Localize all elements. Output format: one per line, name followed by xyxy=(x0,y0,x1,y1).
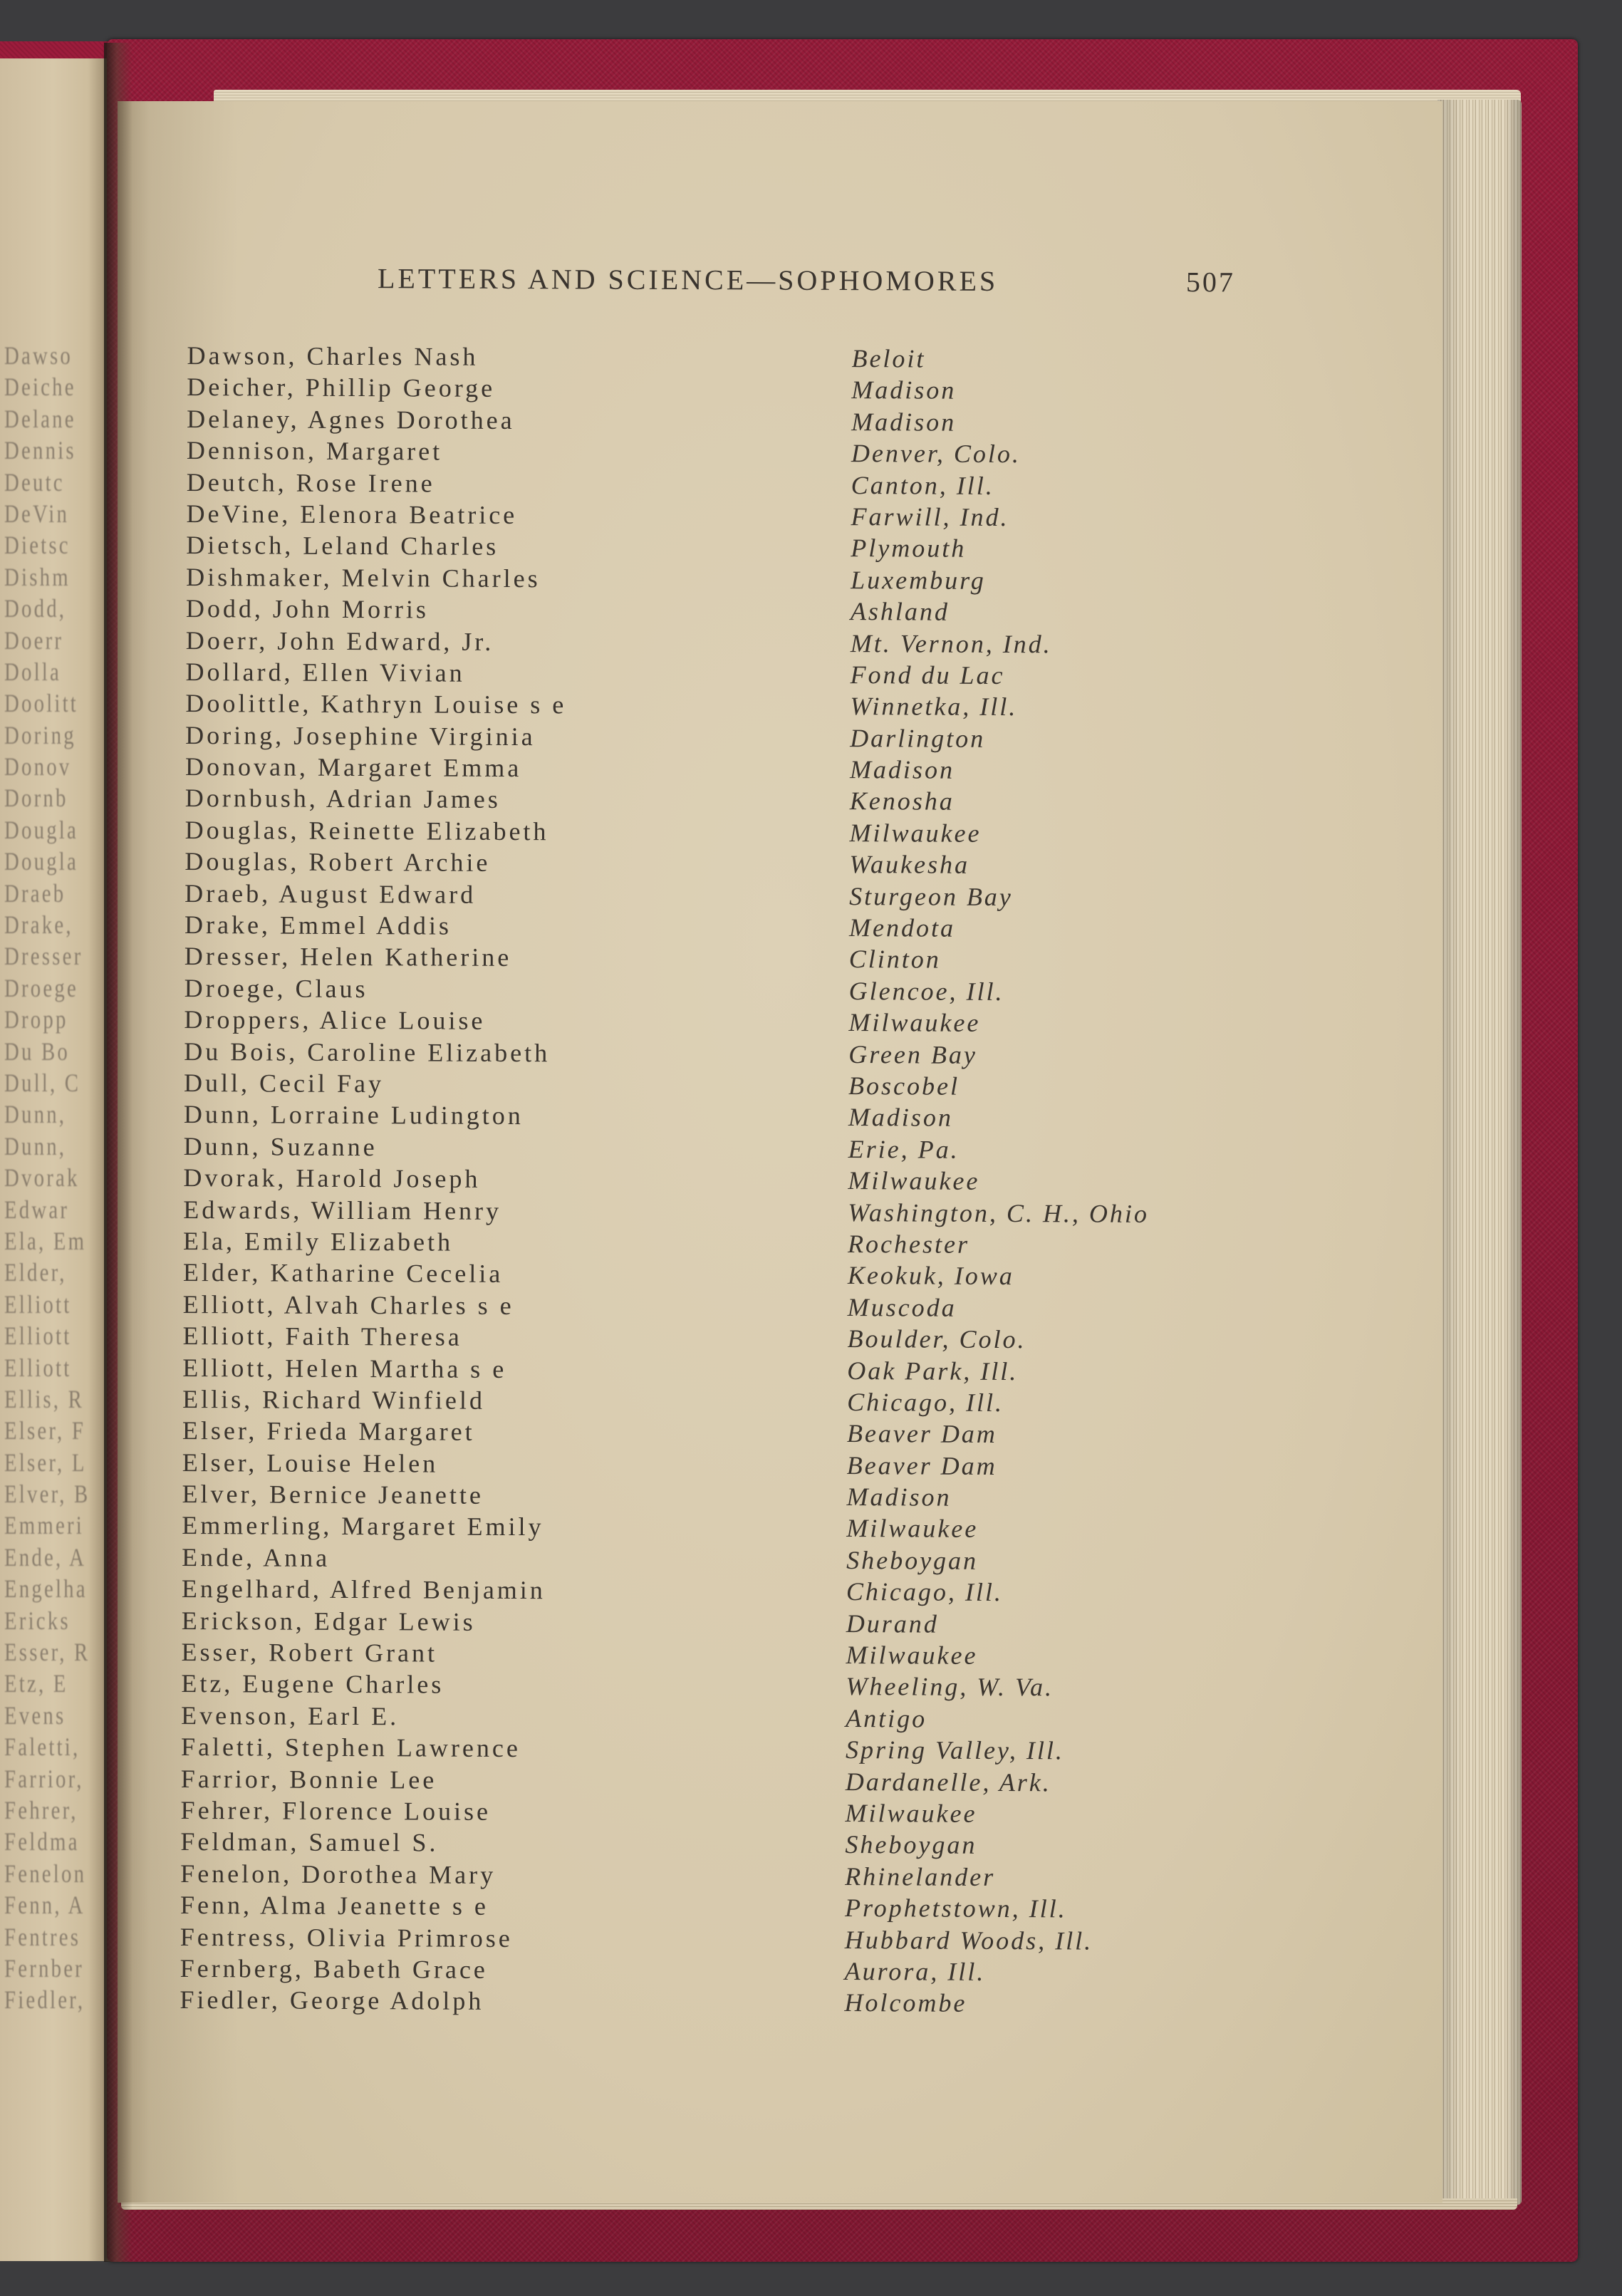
student-name: Fenelon, Dorothea Mary xyxy=(180,1859,497,1889)
facing-page-fragment: Drake, xyxy=(4,910,73,940)
hometown: Aurora, Ill. xyxy=(844,1956,986,1986)
facing-page-fragment: Dietsc xyxy=(4,531,71,560)
student-name: Deicher, Phillip George xyxy=(187,373,496,403)
hometown: Kenosha xyxy=(849,786,955,816)
student-name: Elliott, Helen Martha s e xyxy=(182,1353,507,1383)
facing-page-fragment: Edwar xyxy=(4,1195,70,1224)
facing-page-fragment: Etz, E xyxy=(4,1669,68,1698)
facing-page-fragment: Doerr xyxy=(4,625,64,655)
hometown: Washington, C. H., Ohio xyxy=(848,1198,1150,1228)
hometown: Milwaukee xyxy=(845,1799,977,1828)
facing-page-fragment: Dropp xyxy=(4,1005,68,1034)
student-name: Etz, Eugene Charles xyxy=(181,1669,445,1699)
student-name: Dollard, Ellen Vivian xyxy=(185,657,465,687)
hometown: Milwaukee xyxy=(848,1166,980,1196)
student-name: Faletti, Stephen Lawrence xyxy=(180,1733,521,1763)
facing-page-fragment: Fenn, A xyxy=(4,1891,85,1920)
facing-page-fragment: Fernber xyxy=(4,1953,84,1983)
entry-row xyxy=(0,1983,1615,2022)
facing-page-fragment: Farrior, xyxy=(4,1764,84,1793)
facing-page-fragment: Draeb xyxy=(4,878,66,908)
facing-page-fragment: Dvorak xyxy=(4,1163,80,1193)
hometown: Beloit xyxy=(851,344,926,373)
student-name: Dull, Cecil Fay xyxy=(183,1068,385,1098)
hometown: Spring Valley, Ill. xyxy=(845,1735,1065,1765)
facing-page-fragment: Dornb xyxy=(4,784,68,813)
running-head: LETTERS AND SCIENCE—SOPHOMORES xyxy=(377,262,999,297)
student-name: Douglas, Robert Archie xyxy=(184,847,491,878)
student-name: Doolittle, Kathryn Louise s e xyxy=(185,689,567,720)
student-name: Deutch, Rose Irene xyxy=(186,467,435,498)
facing-page-fragment: Evens xyxy=(4,1700,66,1730)
hometown: Muscoda xyxy=(847,1292,957,1322)
hometown: Ashland xyxy=(850,597,950,626)
facing-page-fragment: Elser, L xyxy=(4,1448,87,1477)
student-name: Engelhard, Alfred Benjamin xyxy=(181,1574,546,1605)
student-name: Dennison, Margaret xyxy=(186,436,443,466)
student-name: Dvorak, Harold Joseph xyxy=(183,1163,481,1193)
hometown: Boscobel xyxy=(848,1071,960,1101)
student-name: Dornbush, Adrian James xyxy=(184,784,501,814)
hometown: Hubbard Woods, Ill. xyxy=(844,1925,1093,1955)
hometown: Dardanelle, Ark. xyxy=(845,1767,1051,1797)
hometown: Madison xyxy=(849,755,955,784)
facing-page-fragment: Dougla xyxy=(4,847,78,876)
hometown: Winnetka, Ill. xyxy=(850,692,1018,722)
hometown: Clinton xyxy=(848,945,941,975)
student-name: Elder, Katharine Cecelia xyxy=(182,1258,504,1289)
facing-page-fragment: Feldma xyxy=(4,1827,80,1856)
student-name: Fernberg, Babeth Grace xyxy=(180,1953,488,1984)
hometown: Plymouth xyxy=(851,534,967,563)
facing-page-fragment: Ela, Em xyxy=(4,1226,87,1255)
facing-page-fragment: Du Bo xyxy=(4,1037,71,1066)
facing-page-fragment: Doolitt xyxy=(4,689,79,718)
student-list xyxy=(0,339,1622,2022)
student-name: Dietsch, Leland Charles xyxy=(186,531,499,561)
facing-page-fragment: Dennis xyxy=(4,436,76,465)
student-name: Donovan, Margaret Emma xyxy=(184,752,522,783)
student-name: Ela, Emily Elizabeth xyxy=(183,1226,454,1257)
facing-page-fragment: Fiedler, xyxy=(4,1985,85,2015)
student-name: Elver, Bernice Jeanette xyxy=(182,1480,484,1510)
student-name: Ende, Anna xyxy=(182,1542,331,1572)
student-name: DeVine, Elenora Beatrice xyxy=(186,499,518,529)
facing-page-fragment: DeVin xyxy=(4,499,70,528)
facing-page-fragment: Dull, C xyxy=(4,1068,81,1097)
student-name: Dodd, John Morris xyxy=(185,594,430,624)
student-name: Dresser, Helen Katherine xyxy=(184,942,512,972)
hometown: Green Bay xyxy=(848,1039,977,1069)
student-name: Doerr, John Edward, Jr. xyxy=(185,625,494,656)
student-name: Dishmaker, Melvin Charles xyxy=(186,562,541,593)
hometown: Canton, Ill. xyxy=(851,470,994,500)
hometown: Beaver Dam xyxy=(846,1450,997,1480)
hometown: Luxemburg xyxy=(851,565,986,595)
hometown: Madison xyxy=(851,375,957,405)
student-name: Erickson, Edgar Lewis xyxy=(181,1606,476,1636)
student-name: Droege, Claus xyxy=(184,973,368,1003)
hometown: Milwaukee xyxy=(846,1641,978,1670)
student-name: Elliott, Faith Theresa xyxy=(182,1321,462,1351)
student-name: Droppers, Alice Louise xyxy=(184,1005,486,1036)
hometown: Prophetstown, Ill. xyxy=(844,1894,1067,1923)
facing-page-fragment: Elser, F xyxy=(4,1416,86,1445)
hometown: Waukesha xyxy=(849,850,970,880)
hometown: Mendota xyxy=(848,913,956,942)
hometown: Holcombe xyxy=(844,1988,967,2018)
facing-page-fragment: Fehrer, xyxy=(4,1795,78,1824)
student-name: Elser, Louise Helen xyxy=(182,1448,439,1478)
hometown: Glencoe, Ill. xyxy=(848,976,1004,1006)
hometown: Antigo xyxy=(846,1703,927,1733)
student-name: Delaney, Agnes Dorothea xyxy=(187,404,515,435)
student-name: Feldman, Samuel S. xyxy=(180,1827,439,1857)
facing-page-fragment: Engelha xyxy=(4,1574,88,1604)
hometown: Sheboygan xyxy=(846,1545,979,1575)
hometown: Chicago, Ill. xyxy=(847,1387,1004,1417)
hometown: Wheeling, W. Va. xyxy=(846,1672,1054,1702)
hometown: Mt. Vernon, Ind. xyxy=(850,628,1052,658)
hometown: Madison xyxy=(846,1482,952,1512)
facing-page-fragment: Donov xyxy=(4,752,72,781)
student-name: Fehrer, Florence Louise xyxy=(180,1795,492,1826)
hometown: Beaver Dam xyxy=(846,1419,997,1449)
page-number: 507 xyxy=(1185,266,1236,298)
student-name: Dunn, Lorraine Ludington xyxy=(183,1100,524,1131)
facing-page-fragment: Deiche xyxy=(4,373,76,402)
facing-page-fragment: Dresser xyxy=(4,942,83,971)
facing-page-fragment: Dodd, xyxy=(4,594,67,623)
hometown: Rhinelander xyxy=(845,1861,996,1891)
facing-page-fragment: Ellis, R xyxy=(4,1384,85,1413)
student-name: Edwards, William Henry xyxy=(183,1195,502,1225)
facing-page-fragment: Doring xyxy=(4,720,76,749)
hometown: Denver, Colo. xyxy=(851,439,1021,469)
student-name: Fentress, Olivia Primrose xyxy=(180,1922,513,1953)
student-name: Elliott, Alvah Charles s e xyxy=(182,1289,514,1320)
student-name: Dawson, Charles Nash xyxy=(187,341,479,371)
hometown: Madison xyxy=(851,407,957,437)
student-name: Fenn, Alma Jeanette s e xyxy=(180,1891,489,1921)
facing-page-fragment: Elliott xyxy=(4,1353,72,1382)
hometown: Chicago, Ill. xyxy=(846,1577,1004,1607)
hometown: Fond du Lac xyxy=(850,660,1005,690)
student-name: Dunn, Suzanne xyxy=(183,1131,378,1161)
hometown: Milwaukee xyxy=(846,1514,979,1544)
student-name: Fiedler, George Adolph xyxy=(180,1985,484,2016)
facing-page-fragment: Elliott xyxy=(4,1321,72,1351)
facing-page-fragment: Dunn, xyxy=(4,1100,67,1129)
student-name: Elser, Frieda Margaret xyxy=(182,1416,475,1447)
facing-page-fragment: Dougla xyxy=(4,815,78,844)
facing-page-fragment: Dunn, xyxy=(4,1131,67,1160)
facing-page-fragment: Ericks xyxy=(4,1606,71,1635)
hometown: Madison xyxy=(848,1103,953,1133)
facing-page-fragment: Emmeri xyxy=(4,1511,84,1540)
hometown: Rochester xyxy=(848,1229,970,1259)
student-name: Esser, Robert Grant xyxy=(181,1637,438,1668)
facing-page-fragment: Dishm xyxy=(4,562,71,591)
facing-page-fragment: Deutc xyxy=(4,467,65,497)
facing-page-fragment: Elder, xyxy=(4,1258,67,1287)
facing-page-fragment: Fenelon xyxy=(4,1859,87,1888)
hometown: Durand xyxy=(846,1609,939,1638)
facing-page-fragment: Droege xyxy=(4,973,78,1002)
facing-page-fragment: Delane xyxy=(4,404,76,433)
facing-page-fragment: Dolla xyxy=(4,657,61,686)
student-name: Farrior, Bonnie Lee xyxy=(180,1764,437,1794)
hometown: Milwaukee xyxy=(848,1008,981,1038)
student-name: Douglas, Reinette Elizabeth xyxy=(184,815,549,846)
hometown: Milwaukee xyxy=(849,818,982,848)
student-name: Du Bois, Caroline Elizabeth xyxy=(184,1037,551,1067)
hometown: Boulder, Colo. xyxy=(847,1324,1026,1354)
facing-page-fragment: Elver, B xyxy=(4,1480,90,1509)
facing-page-fragment: Esser, R xyxy=(4,1638,90,1667)
hometown: Erie, Pa. xyxy=(848,1134,960,1164)
student-name: Ellis, Richard Winfield xyxy=(182,1384,486,1415)
student-name: Drake, Emmel Addis xyxy=(184,910,452,940)
hometown: Sturgeon Bay xyxy=(849,881,1013,911)
facing-page-fragment: Elliott xyxy=(4,1289,72,1319)
student-name: Draeb, August Edward xyxy=(184,878,477,909)
hometown: Sheboygan xyxy=(845,1830,977,1860)
student-name: Doring, Josephine Virginia xyxy=(185,720,536,751)
hometown: Oak Park, Ill. xyxy=(847,1356,1019,1386)
hometown: Darlington xyxy=(850,723,986,753)
facing-page-fragment: Dawso xyxy=(4,341,73,370)
student-name: Emmerling, Margaret Emily xyxy=(182,1511,544,1542)
facing-page-fragment: Faletti, xyxy=(4,1733,80,1762)
student-name: Evenson, Earl E. xyxy=(181,1700,400,1731)
facing-page-fragment: Fentres xyxy=(4,1922,81,1951)
hometown: Keokuk, Iowa xyxy=(847,1261,1014,1291)
hometown: Farwill, Ind. xyxy=(851,502,1009,531)
facing-page-fragment: Ende, A xyxy=(4,1542,87,1572)
